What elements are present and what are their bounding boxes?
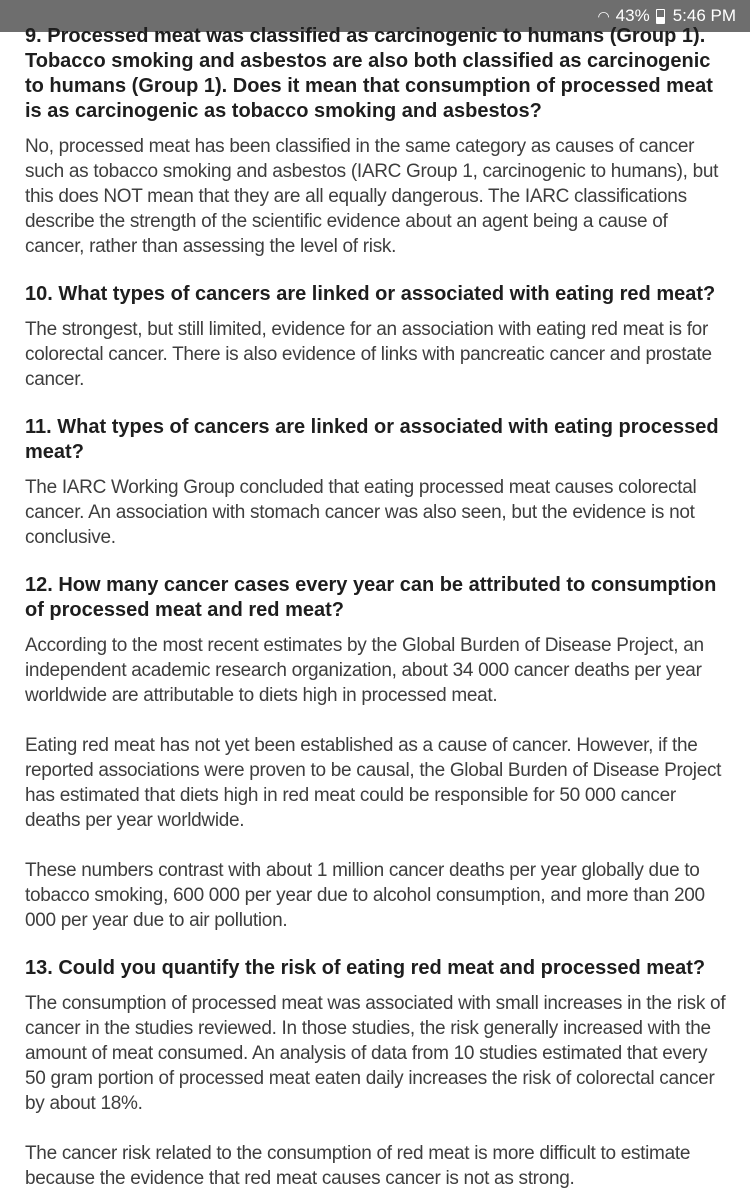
battery-percent: 43%: [615, 6, 650, 25]
wifi-icon: ◠: [597, 7, 610, 24]
faq-content: [25, 24, 730, 1191]
faq-answer: Eating red meat has not yet been established as a cause of cancer. However, if the reported associations were proven to be causal, the Global Burden of Disease Project has estimated that diets high in red meat could be responsible for 50 000 cancer deaths per year worldwide.: [25, 735, 722, 831]
battery-icon: [656, 9, 665, 24]
clock: 5:46 PM: [672, 6, 736, 25]
faq-answer: According to the most recent estimates by the Global Burden of Disease Project, an independent academic research organization, about 34 000 cancer deaths per year worldwide are attributable to diets high in processed meat.: [25, 635, 704, 706]
faq-answer: No, processed meat has been classified in the same category as causes of cancer such as tobacco smoking and asbestos (IARC Group 1, carcinogenic to humans), but this does NOT mean that they are all equally dangerous. The IARC classifications describe the strength of the scientific evidence about an agent being a cause of cancer, rather than assessing the level of risk.: [25, 136, 719, 257]
faq-answer: The consumption of processed meat was associated with small increases in the risk of cancer in the studies reviewed. In those studies, the risk generally increased with the amount of meat consumed. An analysis of data from 10 studies estimated that every 50 gram portion of processed meat eaten daily increases the risk of colorectal cancer by about 18%.: [25, 993, 726, 1114]
faq-question: 12. How many cancer cases every year can be attributed to consumption of processed meat and red meat?: [25, 574, 717, 621]
faq-answer: The IARC Working Group concluded that eating processed meat causes colorectal cancer. An association with stomach cancer was also seen, but the evidence is not conclusive.: [25, 477, 697, 548]
faq-answer: These numbers contrast with about 1 million cancer deaths per year globally due to tobacco smoking, 600 000 per year due to alcohol consumption, and more than 200 000 per year due to air pollution.: [25, 860, 705, 931]
faq-question: 10. What types of cancers are linked or associated with eating red meat?: [25, 283, 716, 305]
faq-question: 9. Processed meat was classified as carcinogenic to humans (Group 1). Tobacco smoking and asbestos are also both classified as carcinogenic to humans (Group 1). Does it mean that consumption of processed meat is as carcinogenic as tobacco smoking and asbestos?: [25, 25, 713, 122]
faq-question: 11. What types of cancers are linked or associated with eating processed meat?: [25, 416, 719, 463]
faq-question: 13. Could you quantify the risk of eating red meat and processed meat?: [25, 957, 706, 979]
faq-answer: The cancer risk related to the consumption of red meat is more difficult to estimate because the evidence that red meat causes cancer is not as strong.: [25, 1143, 691, 1189]
faq-answer: The strongest, but still limited, evidence for an association with eating red meat is for colorectal cancer. There is also evidence of links with pancreatic cancer and prostate cancer.: [25, 319, 712, 390]
